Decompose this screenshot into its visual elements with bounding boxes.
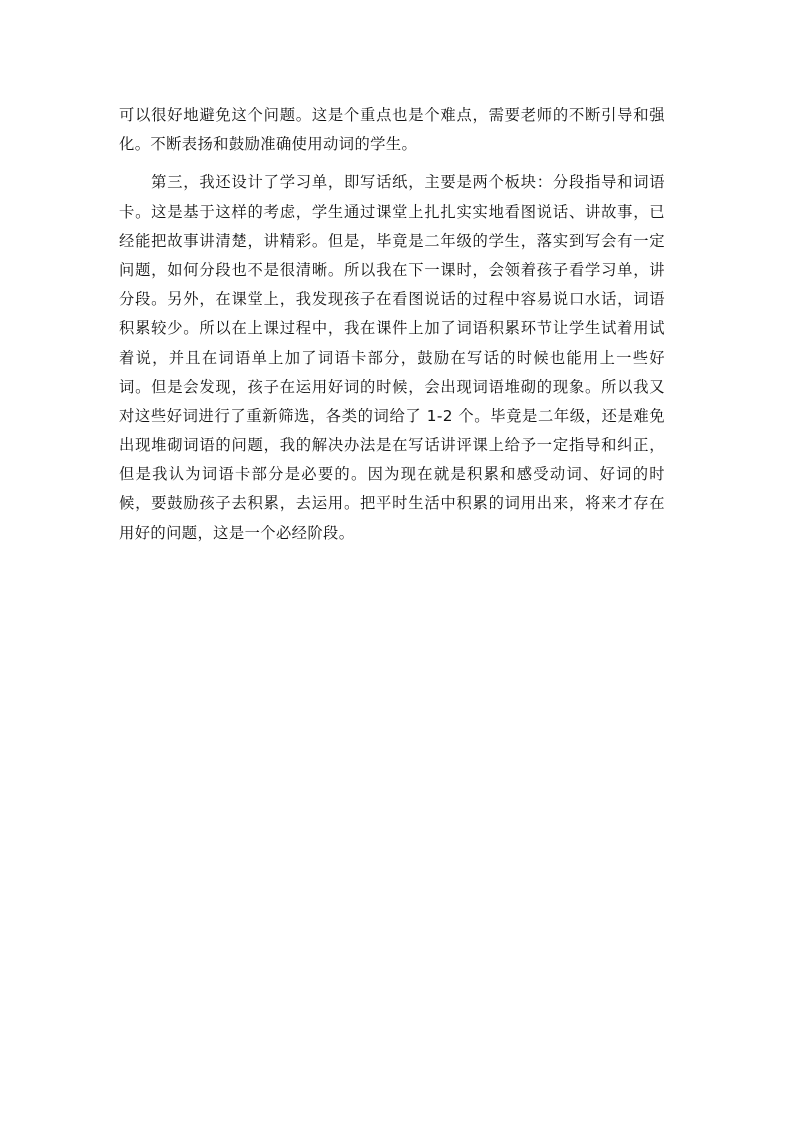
text-line: 用好的问题，这是一个必经阶段。 [119,523,355,542]
text-line: 词。但是会发现，孩子在运用好词的时候，会出现词语堆砌的现象。所以我又 [119,377,665,396]
text-line: 出现堆砌词语的问题，我的解决办法是在写话讲评课上给予一定指导和纠正， [119,436,665,455]
paragraph [119,101,665,159]
text-line: 问题，如何分段也不是很清晰。所以我在下一课时，会领着孩子看学习单，讲 [119,260,665,279]
text-line: 经能把故事讲清楚，讲精彩。但是，毕竟是二年级的学生，落实到写会有一定 [119,231,665,250]
text-line: 卡。这是基于这样的考虑，学生通过课堂上扎扎实实地看图说话、讲故事，已 [119,202,665,221]
text-line: 但是我认为词语卡部分是必要的。因为现在就是积累和感受动词、好词的时 [119,465,665,484]
text-line: 可以很好地避免这个问题。这是个重点也是个难点，需要老师的不断引导和强 [119,106,665,124]
paragraph-spacing [119,159,665,168]
text-line: 着说，并且在词语单上加了词语卡部分，鼓励在写话的时候也能用上一些好 [119,348,665,367]
text-line: 对这些好词进行了重新筛选，各类的词给了 1-2 个。毕竟是二年级，还是难免 [119,406,665,425]
text-line: 分段。另外，在课堂上，我发现孩子在看图说话的过程中容易说口水话，词语 [119,290,665,309]
text-line: 第三，我还设计了学习单，即写话纸，主要是两个板块：分段指导和词语 [119,173,665,192]
document-body [119,101,665,548]
text-line: 化。不断表扬和鼓励准确使用动词的学生。 [119,135,418,154]
text-line: 积累较少。所以在上课过程中，我在课件上加了词语积累环节让学生试着用试 [119,319,665,338]
text-line: 候，要鼓励孩子去积累，去运用。把平时生活中积累的词用出来，将来才存在 [119,494,665,513]
paragraph [119,168,665,547]
